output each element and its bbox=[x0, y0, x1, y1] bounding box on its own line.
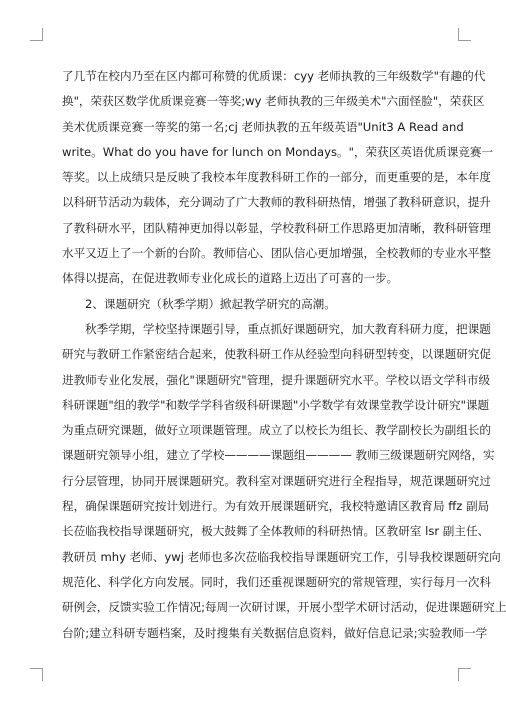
text-line: 研例会，反馈实验工作情况;每周一次研讨课，开展小型学术研讨活动，促进课题研究上 bbox=[62, 600, 506, 615]
text-line: 为重点研究课题，做好立项课题管理。成立了以校长为组长、教学副校长为副组长的 bbox=[62, 423, 491, 438]
paragraph-first-line: 秋季学期，学校坚持课题引导，重点抓好课题研究，加大教育科研力度，把课题 bbox=[85, 321, 491, 336]
text-line: 台阶;建立科研专题档案，及时搜集有关数据信息资料，做好信息记录;实验教师一学 bbox=[62, 625, 488, 640]
text-line: 以科研节活动为载体，充分调动了广大教师的教科研热情，增强了教科研意识，提升 bbox=[62, 195, 491, 210]
document-body bbox=[62, 64, 506, 646]
text-line: 体得以提高，在促进教师专业化成长的道路上迈出了可喜的一步。 bbox=[62, 271, 399, 286]
crop-mark-top-right bbox=[458, 28, 471, 41]
text-line: 教研员 mhy 老师、ywj 老师也多次莅临我校指导课题研究工作，引导我校课题研究向 bbox=[62, 549, 501, 564]
text-line: 科研课题"组的教学"和数学学科省级科研课题"小学数学有效课堂教学设计研究"课题 bbox=[62, 397, 490, 412]
text-line: 程，确保课题研究按计划进行。为有效开展课题研究，我校特邀请区教育局 ffz 副局 bbox=[62, 499, 490, 514]
text-line: 进教师专业化发展，强化"课题研究"管理，提升课题研究水平。学校以语文学科市级 bbox=[62, 372, 491, 387]
crop-mark-top-left bbox=[30, 28, 43, 41]
text-line: 规范化、科学化方向发展。同时，我们还重视课题研究的常规管理，实行每月一次科 bbox=[62, 574, 491, 589]
crop-mark-bottom-right bbox=[458, 668, 471, 681]
text-line: 换"，荣获区数学优质课竞赛一等奖;wy 老师执教的三年级美术"六面怪脸"，荣获区 bbox=[62, 94, 485, 109]
text-line: write。What do you have for lunch on Mondays。"，荣获区英语优质课竞赛一 bbox=[62, 144, 494, 159]
text-line: 课题研究领导小组，建立了学校————课题组———— 教师三级课题研究网络，实 bbox=[62, 448, 495, 463]
section-heading: 2、课题研究（秋季学期）掀起教学研究的高潮。 bbox=[85, 296, 336, 311]
text-line: 行分层管理，协同开展课题研究。教科室对课题研究进行全程指导，规范课题研究过 bbox=[62, 473, 491, 488]
text-line: 长莅临我校指导课题研究，极大鼓舞了全体教师的科研热情。区教研室 lsr 副主任、 bbox=[62, 524, 490, 539]
text-line: 研究与教研工作紧密结合起来，使教科研工作从经验型向科研型转变，以课题研究促 bbox=[62, 347, 491, 362]
text-line: 了教科研水平，团队精神更加得以彰显，学校教科研工作思路更加清晰，教科研管理 bbox=[62, 220, 491, 235]
text-line: 了几节在校内乃至在区内都可称赞的优质课：cyy 老师执教的三年级数学"有趣的代 bbox=[62, 69, 486, 83]
text-line: 水平又迈上了一个新的台阶。教师信心、团队信心更加增强，全校教师的专业水平整 bbox=[62, 246, 491, 261]
text-line: 美术优质课竞赛一等奖的第一名;cj 老师执教的五年级英语"Unit3 A Read and bbox=[62, 119, 464, 134]
crop-mark-bottom-left bbox=[30, 668, 43, 681]
text-line: 等奖。以上成绩只是反映了我校本年度教科研工作的一部分，而更重要的是，本年度 bbox=[62, 170, 491, 185]
